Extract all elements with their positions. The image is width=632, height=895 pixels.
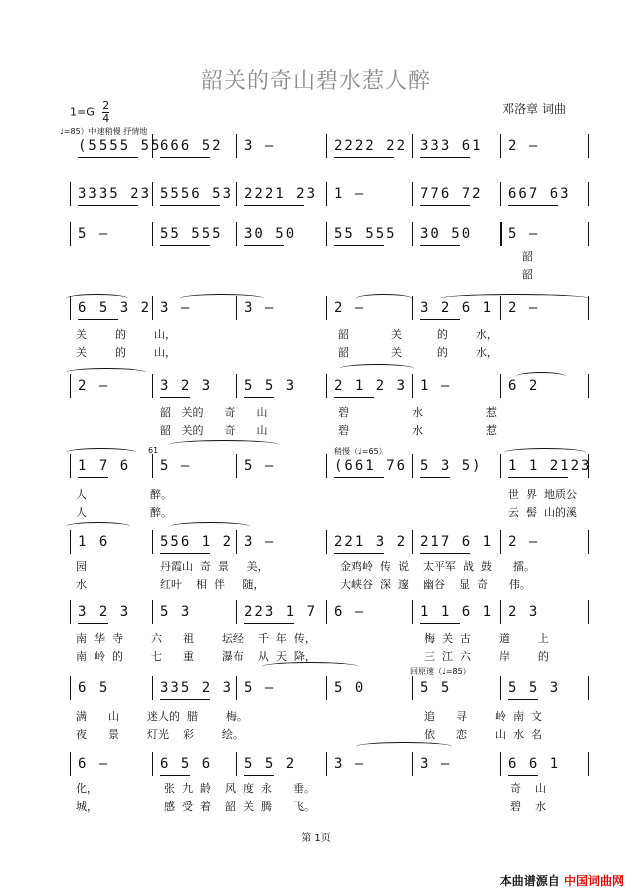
measure-notes: 5 5	[420, 680, 452, 696]
barline	[70, 454, 71, 478]
measure-notes: 5 –	[508, 226, 540, 242]
measure-notes: 2221 23	[244, 186, 318, 202]
beam-line	[160, 205, 220, 206]
lyric-text: 人 醉。	[76, 506, 172, 519]
barline	[412, 134, 413, 158]
lyric-text: 大峡谷 深 邃 幽谷 显 奇 伟。	[340, 578, 531, 591]
lyric-text: 南 岭 的 七 重 瀑布 从 天 降，	[76, 650, 316, 663]
barline	[500, 182, 501, 206]
slur-arc	[66, 368, 146, 377]
beam-line	[160, 775, 190, 776]
beam-line	[334, 157, 394, 158]
beam-line	[244, 623, 294, 624]
measure-notes: 5 0	[334, 680, 366, 696]
time-denominator: 4	[102, 112, 110, 125]
measure-notes: 3 2 6 1	[420, 300, 494, 316]
barline	[152, 454, 153, 478]
barline	[236, 182, 237, 206]
measure-notes: 5 5 3	[508, 680, 561, 696]
lyric-text: 韶 关的 奇 山	[160, 424, 268, 437]
barline	[500, 752, 501, 776]
beam-line	[160, 699, 210, 700]
barline	[152, 374, 153, 398]
barline	[236, 134, 237, 158]
lyric-text: 碧 水	[510, 800, 546, 813]
source-credit	[500, 872, 624, 889]
measure-notes: 5 3	[160, 604, 192, 620]
lyric-text: 水	[76, 578, 87, 591]
measure-notes: 6 2	[508, 378, 540, 394]
barline	[500, 222, 502, 246]
beam-line	[334, 397, 374, 398]
measure-notes: 5 5 3	[244, 378, 297, 394]
barline	[500, 676, 501, 700]
key-signature	[70, 100, 109, 125]
barline	[326, 222, 327, 246]
barline	[412, 222, 413, 246]
measure-notes: 5 3 5)	[420, 458, 483, 474]
measure-notes: (5555 55	[78, 138, 162, 154]
measure-notes: 1 6	[78, 534, 110, 550]
lyric-text: 韶 关的 奇 山	[160, 406, 268, 419]
barline	[70, 222, 71, 246]
slur-arc	[66, 448, 136, 457]
beam-line	[78, 205, 138, 206]
barline	[588, 222, 589, 246]
measure-notes: 5 –	[244, 680, 276, 696]
barline	[588, 374, 589, 398]
measure-notes: 223 1 7	[244, 604, 318, 620]
barline	[500, 134, 501, 158]
barline	[326, 454, 327, 478]
barline	[412, 374, 413, 398]
measure-notes: 3 –	[160, 300, 192, 316]
barline	[500, 374, 501, 398]
barline	[236, 600, 237, 624]
barline	[412, 296, 413, 320]
barline	[70, 600, 71, 624]
beam-line	[160, 553, 210, 554]
beam-line	[508, 775, 538, 776]
lyric-text: 南 华 寺 六 祖 坛经 千 年 传，	[76, 632, 316, 645]
measure-notes: 3 –	[244, 534, 276, 550]
beam-line	[334, 245, 384, 246]
slur-arc	[170, 440, 278, 449]
author-credit: 邓洛章 词曲	[502, 102, 566, 116]
source-site: 中国词曲网	[563, 874, 624, 888]
barline	[70, 676, 71, 700]
key-label: 1=G	[70, 105, 95, 119]
barline	[500, 600, 501, 624]
lyric-text: 化，	[76, 782, 98, 795]
beam-line	[420, 205, 470, 206]
lyric-text: 梅 关 古 道 上	[424, 632, 549, 645]
measure-notes: 3 –	[244, 300, 276, 316]
barline	[412, 454, 413, 478]
barline	[152, 296, 153, 320]
measure-notes: 5 –	[78, 226, 110, 242]
tempo-change-mark: 稍慢（♩=65）	[334, 447, 387, 456]
time-signature	[102, 100, 109, 125]
lyric-text: 关 的 山，	[76, 346, 176, 359]
measure-notes: 666 52	[160, 138, 223, 154]
beam-line	[78, 319, 118, 320]
lyric-text: 丹霞山 奇 景 美，	[160, 560, 269, 573]
measure-notes: 2 –	[78, 378, 110, 394]
measure-notes: 776 72	[420, 186, 483, 202]
tempo-change-mark: 回原速（♩=85）	[410, 667, 471, 676]
slur-arc	[66, 522, 130, 531]
lyric-text: 人 醉。	[76, 488, 172, 501]
barline	[236, 222, 237, 246]
beam-line	[244, 397, 274, 398]
tempo-marking: ♩=85）中速稍慢 抒情地	[60, 127, 148, 136]
barline	[588, 752, 589, 776]
barline	[500, 454, 501, 478]
barline	[326, 134, 327, 158]
slur-arc	[356, 742, 452, 751]
lyric-text: 金鸡岭 传 说 太平军 战 鼓 擂。	[340, 560, 535, 573]
barline	[412, 530, 413, 554]
barline	[236, 752, 237, 776]
beam-line	[420, 553, 470, 554]
measure-notes: (661 76	[334, 458, 408, 474]
measure-notes: 6 5	[78, 680, 110, 696]
lyric-text: 满 山 迷人的 腊 梅。	[76, 710, 248, 723]
measure-notes: 55 555	[160, 226, 223, 242]
source-prefix: 本曲谱源自	[499, 874, 564, 888]
measure-notes: 3 –	[334, 756, 366, 772]
measure-notes: 5 –	[244, 458, 276, 474]
beam-line	[420, 157, 470, 158]
measure-notes: 1 7 6	[78, 458, 131, 474]
measure-notes: 2 1 2 3	[334, 378, 408, 394]
lyric-text: 碧 水 惹	[338, 424, 497, 437]
measure-notes: 6 –	[334, 604, 366, 620]
lyric-text: 依 恋 山 水 名	[424, 728, 542, 741]
barline	[70, 752, 71, 776]
barline	[326, 600, 327, 624]
beam-line	[244, 245, 284, 246]
measure-notes: 3 2 3	[160, 378, 213, 394]
beam-line	[160, 245, 210, 246]
song-title: 韶关的奇山碧水惹人醉	[200, 69, 431, 94]
measure-notes: 6 5 3 2	[78, 300, 152, 316]
measure-notes: 6 5 6	[160, 756, 213, 772]
barline	[500, 530, 501, 554]
beam-line	[244, 205, 304, 206]
measure-notes: 6 6 1	[508, 756, 561, 772]
measure-notes: 221 3 2	[334, 534, 408, 550]
barline	[588, 134, 589, 158]
measure-notes: 3 –	[420, 756, 452, 772]
lyric-text: 追 寻 岭 南 文	[424, 710, 542, 723]
barline	[588, 182, 589, 206]
lyric-text: 关 的 山，	[76, 328, 176, 341]
barline	[152, 530, 153, 554]
beam-line	[508, 205, 558, 206]
barline	[326, 296, 327, 320]
lyric-text: 城，	[76, 800, 98, 813]
beam-line	[244, 775, 274, 776]
barline	[412, 676, 413, 700]
beam-line	[508, 699, 538, 700]
beam-line	[508, 477, 568, 478]
beam-line	[420, 477, 450, 478]
barline	[152, 182, 153, 206]
measure-notes: 1 1 2123	[508, 458, 592, 474]
measure-notes: 3 2 3	[78, 604, 131, 620]
measure-notes: 55 555	[334, 226, 397, 242]
lyric-text: 夜 景 灯光 彩 绘。	[76, 728, 244, 741]
barline	[326, 530, 327, 554]
page-number: 第 1页	[301, 833, 331, 844]
beam-line	[160, 397, 190, 398]
barline	[236, 374, 237, 398]
lyric-text: 韶	[522, 250, 533, 263]
measure-notes: 2 –	[508, 534, 540, 550]
lyric-text: 世 界 地质公	[508, 488, 577, 501]
barline	[70, 182, 71, 206]
measure-notes: 3 –	[244, 138, 276, 154]
lyric-text: 韶 关 的 水，	[338, 328, 498, 341]
lyric-text: 三 江 六 岸 的	[424, 650, 549, 663]
beam-line	[334, 553, 384, 554]
measure-notes: 2 –	[508, 300, 540, 316]
beam-line	[160, 157, 210, 158]
barline	[236, 676, 237, 700]
measure-notes: 1 –	[334, 186, 366, 202]
barline	[412, 182, 413, 206]
barline	[236, 530, 237, 554]
lyric-text: 奇 山	[510, 782, 546, 795]
time-numerator: 2	[102, 99, 110, 112]
measure-notes: 30 50	[244, 226, 297, 242]
barline	[326, 374, 327, 398]
slur-arc	[440, 294, 590, 303]
lyric-text: 感 受 着 韶 关 腾 飞。	[164, 800, 315, 813]
slur-arc	[170, 522, 250, 531]
measure-notes: 30 50	[420, 226, 473, 242]
measure-notes: 333 61	[420, 138, 483, 154]
barline	[152, 752, 153, 776]
measure-notes: 5 –	[160, 458, 192, 474]
measure-notes: 1 1 6 1	[420, 604, 494, 620]
barline	[326, 182, 327, 206]
slur-arc	[180, 294, 264, 303]
barline	[152, 676, 153, 700]
beam-line	[420, 623, 460, 624]
barline	[326, 676, 327, 700]
measure-notes: 667 63	[508, 186, 571, 202]
slur-arc	[504, 448, 586, 457]
measure-notes: 335 2 3	[160, 680, 234, 696]
measure-notes: 3335 23	[78, 186, 152, 202]
beam-line	[78, 477, 108, 478]
lyric-text: 园	[76, 560, 87, 573]
barline	[152, 222, 153, 246]
lyric-text: 碧 水 惹	[338, 406, 497, 419]
lyric-text: 韶	[522, 268, 533, 281]
beam-line	[420, 245, 460, 246]
slur-arc	[340, 364, 414, 373]
measure-notes: 556 1 2	[160, 534, 234, 550]
barline	[236, 454, 237, 478]
lyric-text: 韶 关 的 水，	[338, 346, 498, 359]
beam-line	[78, 623, 108, 624]
measure-notes: 1 –	[420, 378, 452, 394]
barline	[70, 530, 71, 554]
beam-line	[420, 319, 460, 320]
barline	[588, 530, 589, 554]
beam-line	[78, 157, 138, 158]
barline	[412, 600, 413, 624]
lyric-text: 云 髻 山的溪	[508, 506, 577, 519]
lyric-text: 红叶 相 伴 随，	[160, 578, 265, 591]
measure-notes: 2 –	[508, 138, 540, 154]
barline	[412, 752, 413, 776]
lyric-text: 张 九 龄 风 度 永 垂。	[164, 782, 315, 795]
barline	[152, 600, 153, 624]
barline	[326, 752, 327, 776]
barline	[588, 676, 589, 700]
measure-notes: 2 3	[508, 604, 540, 620]
slur-arc	[66, 294, 128, 303]
slur-arc	[356, 294, 412, 303]
measure-notes: 2222 22	[334, 138, 408, 154]
measure-notes: 5 5 2	[244, 756, 297, 772]
beam-line	[334, 477, 384, 478]
measure-notes: 2 –	[334, 300, 366, 316]
tempo-change-mark: 61	[148, 446, 159, 455]
measure-notes: 5556 53	[160, 186, 234, 202]
barline	[588, 600, 589, 624]
measure-notes: 6 –	[78, 756, 110, 772]
measure-notes: 217 6 1	[420, 534, 494, 550]
slur-arc	[516, 372, 566, 381]
barline	[70, 374, 71, 398]
